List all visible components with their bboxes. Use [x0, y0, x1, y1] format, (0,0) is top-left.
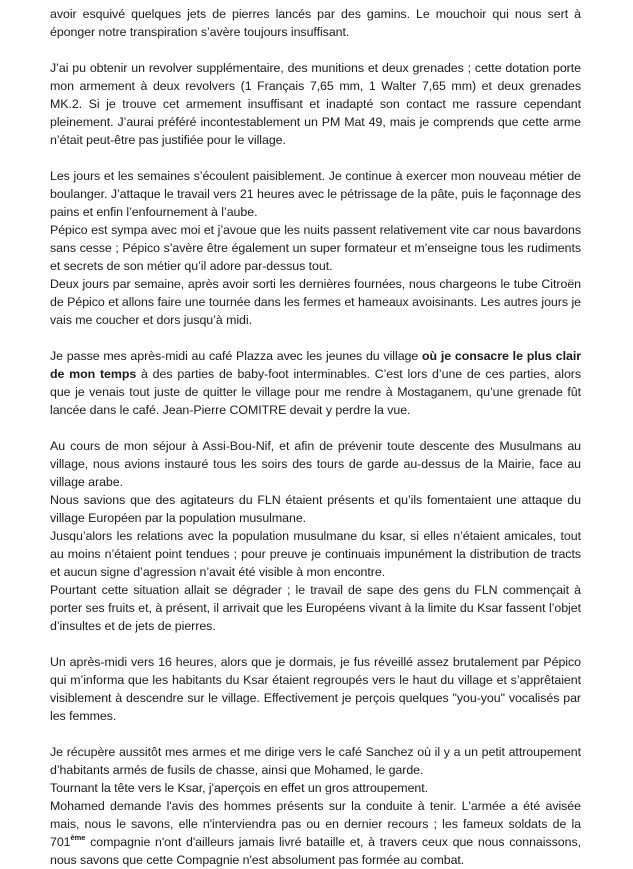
paragraph-line: Au cours de mon séjour à Assi-Bou-Nif, et afin de prévenir toute descente des Musulmans au village, nous avions instauré tous les soirs des tours de garde au-dessus de la Mairie, face au village arabe.: [50, 439, 581, 489]
paragraph-line: Les jours et les semaines s’écoulent paisiblement. Je continue à exercer mon nouveau métier de boulanger. J’attaque le travail vers 21 heures avec le pétrissage de la pâte, puis le façonnage des pains et enfin l’enfournement à l’aube.: [50, 169, 581, 219]
paragraph-2: [50, 59, 581, 149]
paragraph-line: Tournant la tête vers le Ksar, j'aperçois en effet un gros attroupement.: [50, 781, 429, 795]
paragraph-line: Pépico est sympa avec moi et j’avoue que les nuits passent relativement vite car nous bavardons sans cesse ; Pépico s’avère être également un super formateur et m’enseigne tous les rudiments et secrets de son métier qu’il adore par-dessus tout.: [50, 223, 581, 273]
text-run: Mohamed demande l'avis des hommes présents sur la conduite à tenir. L'armée a été avisée mais, nous le savons, elle n'interviendra pas ou en dernier recours ; les fameux soldats de la 701: [50, 799, 581, 849]
paragraph-7: [50, 743, 581, 869]
paragraph-4: [50, 347, 581, 419]
bold-text-run: où je consacre le plus clair de mon temps: [50, 349, 581, 381]
superscript: ème: [70, 833, 86, 842]
paragraph-text: avoir esquivé quelques jets de pierres lancés par des gamins. Le mouchoir qui nous sert à éponger notre transpiration s’avère toujours insuffisant.: [50, 7, 581, 39]
paragraph-line: Pourtant cette situation allait se dégrader ; le travail de sape des gens du FLN commençait à porter ses fruits et, à présent, il arrivait que les Européens vivant à la limite du Ksar fassent l’objet d’insultes et de jets de pierres.: [50, 583, 581, 633]
paragraph-6: [50, 653, 581, 725]
paragraph-line: Deux jours par semaine, après avoir sorti les dernières fournées, nous chargeons le tube Citroën de Pépico et allons faire une tournée dans les fermes et hameaux avoisinants. Les autres jours je vais me coucher et dors jusqu’à midi.: [50, 277, 581, 327]
paragraph-text: J’ai pu obtenir un revolver supplémentaire, des munitions et deux grenades ; cette dotation porte mon armement à deux revolvers (1 Français 7,65 mm, 1 Walter 7,65 mm) et deux grenades MK.2. Si je trouve cet armement insuffisant et inadapté son contact me rassure cependant pleinement. J’aurai préféré incontestablement un PM Mat 49, mais je comprends que cette arme n’était peut-être pas justifiée pour le village.: [50, 61, 581, 147]
paragraph-5: [50, 437, 581, 635]
paragraph-3: [50, 167, 581, 329]
paragraph-line: Jusqu’alors les relations avec la population musulmane du ksar, si elles n’étaient amicales, tout au moins n’étaient point tendues ; pour preuve je continuais impunément la distribution de tracts et aucun signe d’agression n’avait été visible à mon encontre.: [50, 529, 581, 579]
paragraph-line: Je récupère aussitôt mes armes et me dirige vers le café Sanchez où il y a un petit attroupement d’habitants armés de fusils de chasse, ainsi que Mohamed, le garde.: [50, 745, 581, 777]
paragraph-text: Un après-midi vers 16 heures, alors que je dormais, je fus réveillé assez brutalement par Pépico qui m’informa que les habitants du Ksar étaient regroupés vers le haut du village et s’apprêtaient visiblement à descendre sur le village. Effectivement je perçois quelques "you-you" vocalisés par les femmes.: [50, 655, 581, 723]
paragraph-line: [50, 797, 581, 869]
text-run: à des parties de baby-foot interminables. C’est lors d’une de ces parties, alors que je venais tout juste de quitter le village pour me rendre à Mostaganem, qu’une grenade fût lancée dans le café. Jean-Pierre COMITRE devait y perdre la vue.: [50, 367, 582, 417]
document-page: [50, 5, 581, 869]
paragraph-text: [50, 347, 581, 419]
text-run: compagnie n'ont d'ailleurs jamais livré bataille et, à travers ceux que nous connaissons, nous savons que cette Compagnie n'est absolument pas formée au combat.: [50, 835, 581, 867]
text-run: Je passe mes après-midi au café Plazza avec les jeunes du village: [50, 349, 423, 363]
paragraph-line: Nous savions que des agitateurs du FLN étaient présents et qu’ils fomentaient une attaque du village Européen par la population musulmane.: [50, 493, 581, 525]
paragraph-1: [50, 5, 581, 41]
